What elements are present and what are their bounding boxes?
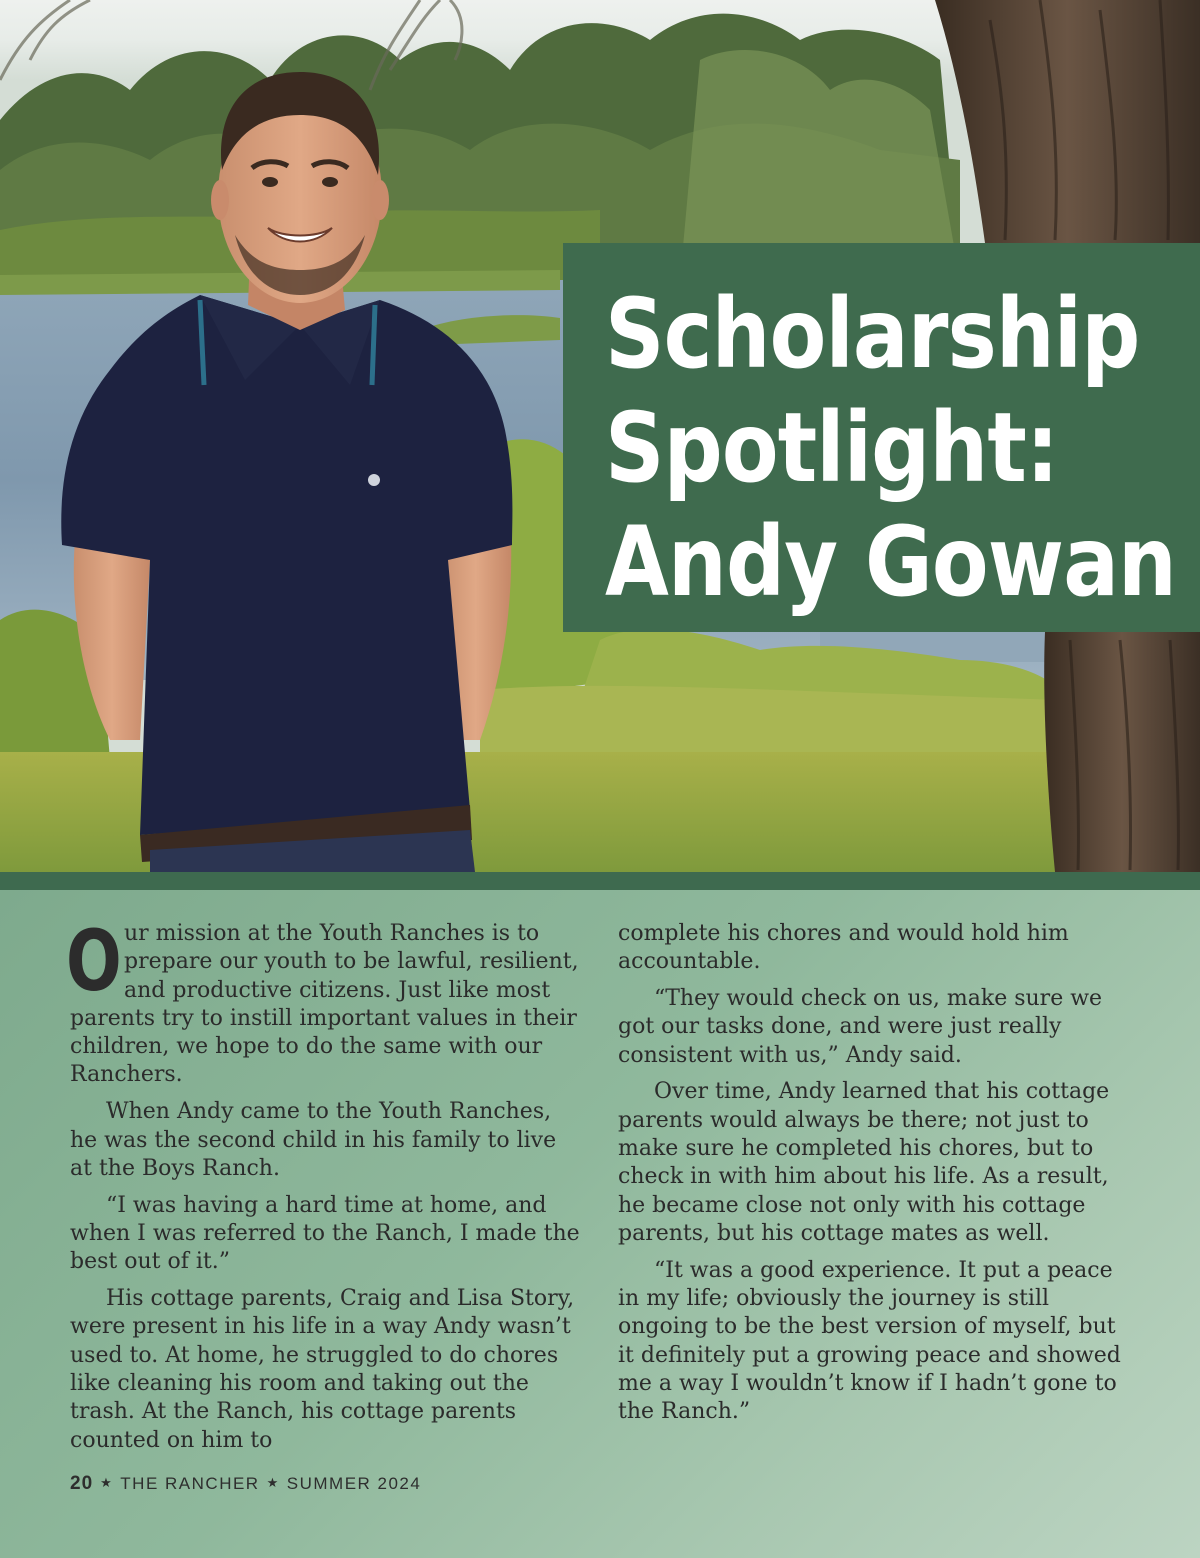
paragraph: “It was a good experience. It put a peace in my life; obviously the journey is still ongoing to be the best version of myself, but it definitely put a growing peace and showed me a way I wouldn’t know if I hadn’t gone to the Ranch.”: [618, 1257, 1121, 1425]
article-body: [0, 890, 1200, 1558]
paragraph: [66, 912, 582, 1090]
paragraph: “I was having a hard time at home, and when I was referred to the Ranch, I made the best out of it.”: [70, 1192, 580, 1275]
treeline: [0, 14, 960, 280]
page-footer: [70, 1473, 421, 1495]
article-title: [605, 277, 1176, 619]
publication-name: THE RANCHER: [120, 1474, 260, 1493]
page-number: 20: [70, 1473, 94, 1494]
paragraph: complete his chores and would hold him accountable.: [618, 921, 1069, 975]
star-icon: ★: [266, 1475, 280, 1490]
paragraph: His cottage parents, Craig and Lisa Story, were present in his life in a way Andy wasn’t used to. At home, he struggled to do chores like cleaning his room and taking out the trash. At the Ranch, his cottage parents counted on him to: [70, 1286, 575, 1453]
title-line-3: Andy Gowan: [605, 506, 1176, 618]
article-column-right: [618, 920, 1130, 1435]
paragraph: “They would check on us, make sure we got our tasks done, and were just really consistent with us,” Andy said.: [618, 986, 1103, 1068]
paragraph: Over time, Andy learned that his cottage parents would always be there; not just to make sure he completed his chores, but to check in with him about his life. As a result, he became close not only with his cottage parents, but his cottage mates as well.: [618, 1079, 1110, 1246]
drop-cap: O: [66, 912, 122, 1010]
title-panel: [563, 243, 1200, 632]
issue-label: SUMMER 2024: [286, 1474, 422, 1493]
title-line-2: Spotlight:: [605, 392, 1059, 504]
paragraph: When Andy came to the Youth Ranches, he was the second child in his family to live at the Boys Ranch.: [70, 1099, 557, 1181]
title-line-1: Scholarship: [605, 278, 1140, 390]
article-column-left: [66, 912, 582, 1463]
divider-band: [0, 872, 1200, 890]
star-icon: ★: [100, 1475, 114, 1490]
paragraph-text: ur mission at the Youth Ranches is to prepare our youth to be lawful, resilient, and productive citizens. Just like most parents try to instill important values in their children, we hope to do the same with our Ranchers.: [70, 921, 579, 1088]
